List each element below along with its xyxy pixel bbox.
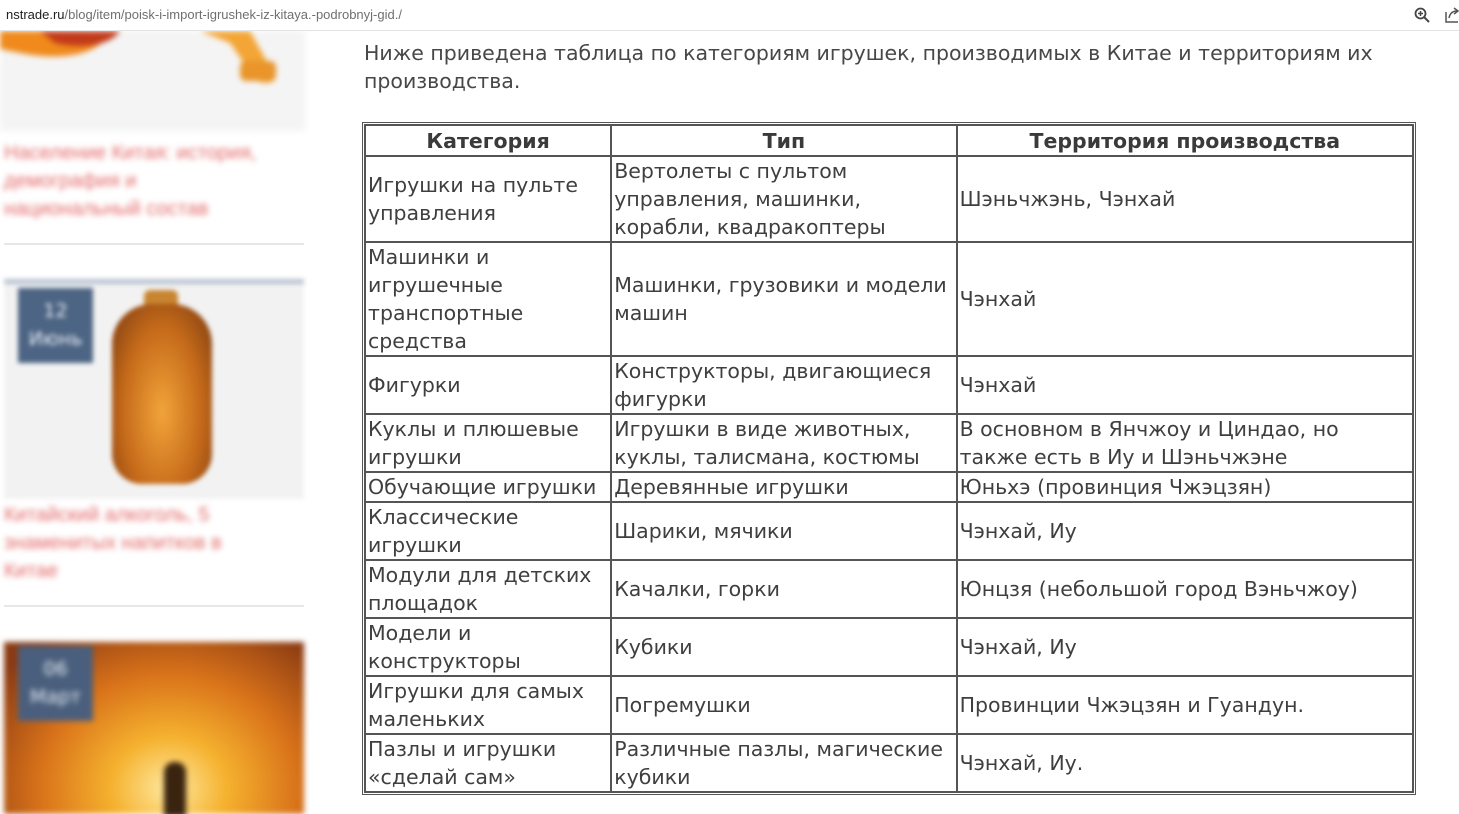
table-row <box>365 676 1413 734</box>
table-row <box>365 560 1413 618</box>
sidebar <box>0 31 310 814</box>
article-intro: Ниже приведена таблица по категориям игрушек, производимых в Китае и территориям их производства. <box>364 41 1373 93</box>
table-header-row <box>365 125 1413 156</box>
sidebar-divider <box>4 243 304 245</box>
cell-category: Фигурки <box>365 356 611 414</box>
cell-category: Модули для детских площадок <box>365 560 611 618</box>
cell-type: Шарики, мячики <box>611 502 956 560</box>
cell-territory: Провинции Чжэцзян и Гуандун. <box>957 676 1413 734</box>
sidebar-post-title-2[interactable]: Китайский алкоголь, 5 знаменитых напитков в Китае <box>4 504 222 582</box>
date-badge <box>18 288 93 363</box>
cell-category: Куклы и плюшевые игрушки <box>365 414 611 472</box>
column-header-territory: Территория производства <box>957 125 1413 156</box>
cell-territory: Чэнхай, Иу <box>957 618 1413 676</box>
table-row <box>365 242 1413 356</box>
cell-category: Игрушки для самых маленьких <box>365 676 611 734</box>
table-row <box>365 734 1413 792</box>
cell-type: Конструкторы, двигающиеся фигурки <box>611 356 956 414</box>
cell-type: Деревянные игрушки <box>611 472 956 502</box>
cell-territory: Шэньчжэнь, Чэнхай <box>957 156 1413 242</box>
url-text[interactable] <box>6 7 402 22</box>
bottle-image <box>112 304 212 484</box>
table-row <box>365 414 1413 472</box>
cell-category: Классические игрушки <box>365 502 611 560</box>
cell-type: Погремушки <box>611 676 956 734</box>
column-header-category: Категория <box>365 125 611 156</box>
cell-territory: Чэнхай <box>957 356 1413 414</box>
cell-territory: Юнцзя (небольшой город Вэньчжоу) <box>957 560 1413 618</box>
table-row <box>365 618 1413 676</box>
date-month: Март <box>29 686 82 708</box>
table-row <box>365 156 1413 242</box>
url-host: nstrade.ru <box>6 7 65 22</box>
table-row <box>365 356 1413 414</box>
cell-type: Качалки, горки <box>611 560 956 618</box>
cell-type: Машинки, грузовики и модели машин <box>611 242 956 356</box>
zoom-icon[interactable] <box>1413 6 1431 24</box>
sidebar-post-title-1[interactable]: Население Китая: история, демография и национальный состав <box>4 142 257 220</box>
table-row <box>365 502 1413 560</box>
sidebar-post-image-3[interactable] <box>4 642 304 814</box>
url-path: /blog/item/poisk-i-import-igrushek-iz-kitaya.-podrobnyj-gid./ <box>64 7 402 22</box>
date-day: 12 <box>43 300 68 322</box>
sidebar-divider <box>4 605 304 607</box>
cell-territory: Чэнхай, Иу. <box>957 734 1413 792</box>
toy-categories-table <box>364 124 1414 793</box>
cell-type: Различные пазлы, магические кубики <box>611 734 956 792</box>
sidebar-post-image-1[interactable] <box>0 31 305 131</box>
date-day: 06 <box>43 658 68 680</box>
silhouette-image <box>164 762 186 814</box>
sidebar-post-image-2[interactable] <box>4 279 304 499</box>
column-header-type: Тип <box>611 125 956 156</box>
cell-territory: В основном в Янчжоу и Циндао, но также есть в Иу и Шэньчжэне <box>957 414 1413 472</box>
cell-type: Игрушки в виде животных, куклы, талисмана, костюмы <box>611 414 956 472</box>
cell-category: Машинки и игрушечные транспортные средства <box>365 242 611 356</box>
share-icon[interactable] <box>1444 6 1459 24</box>
date-badge <box>18 646 93 721</box>
cell-type: Кубики <box>611 618 956 676</box>
cell-type: Вертолеты с пультом управления, машинки, корабли, квадракоптеры <box>611 156 956 242</box>
cell-category: Обучающие игрушки <box>365 472 611 502</box>
date-month: Июнь <box>28 328 83 350</box>
cell-territory: Чэнхай, Иу <box>957 502 1413 560</box>
address-bar[interactable] <box>0 0 1459 31</box>
cell-category: Пазлы и игрушки «сделай сам» <box>365 734 611 792</box>
cell-territory: Юньхэ (провинция Чжэцзян) <box>957 472 1413 502</box>
cell-territory: Чэнхай <box>957 242 1413 356</box>
cell-category: Модели и конструкторы <box>365 618 611 676</box>
cell-category: Игрушки на пульте управления <box>365 156 611 242</box>
table-row <box>365 472 1413 502</box>
